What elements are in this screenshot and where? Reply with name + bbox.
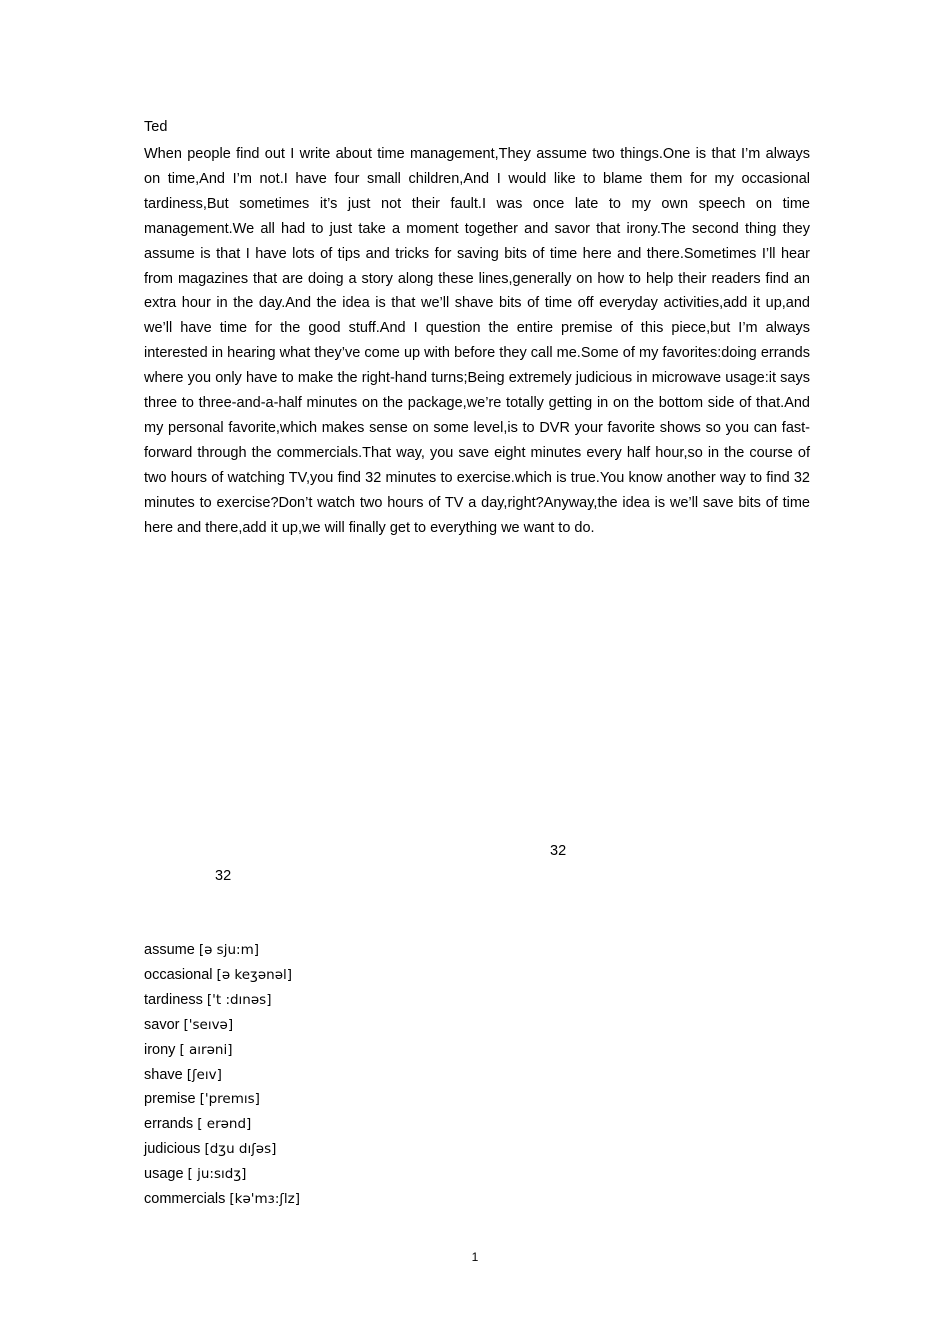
vocabulary-word: tardiness	[144, 991, 203, 1008]
vocabulary-item	[144, 1038, 300, 1063]
document-title: Ted	[144, 119, 168, 135]
vocabulary-word: savor	[144, 1016, 180, 1033]
vocabulary-item	[144, 1137, 300, 1162]
vocabulary-pronunciation: [ə keʒənəl]	[216, 966, 293, 983]
transcript-paragraph: When people find out I write about time management,They assume two things.One is that I’m always on time,And I’m not.I have four small children,And I would like to blame them for my occasional tardiness,But sometimes it’s just not their fault.I was once late to my own speech on time management.We all had to just take a moment together and savor that irony.The second thing they assume is that I have lots of tips and tricks for saving bits of time here and there.Sometimes I’ll hear from magazines that are doing a story along these lines,generally on how to help their readers find an extra hour in the day.And the idea is that we’ll shave bits of time off everyday activities,add it up,and we’ll have time for the good stuff.And I question the entire premise of this piece,but I’m always interested in hearing what they’ve come up with before they call me.Some of my favorites:doing errands where you only have to make the right-hand turns;Being extremely judicious in microwave usage:it says three to three-and-a-half minutes on the package,we’re totally getting in on the bottom side of that.And my personal favorite,which makes sense on some level,is to DVR your favorite shows so you can fast-forward through the commercials.That way, you save eight minutes every half hour,so in the course of two hours of watching TV,you find 32 minutes to exercise.which is true.You know another way to find 32 minutes to exercise?Don’t watch two hours of TV a day,right?Anyway,the idea is we’ll save bits of time here and there,add it up,we will finally get to everything we want to do.	[144, 146, 810, 536]
page-number: 1	[471, 1250, 479, 1264]
vocabulary-word: shave	[144, 1066, 183, 1083]
vocabulary-item	[144, 1187, 300, 1212]
vocabulary-item	[144, 963, 300, 988]
vocabulary-item	[144, 1162, 300, 1187]
vocabulary-word: assume	[144, 942, 195, 958]
stray-number: 32	[550, 843, 567, 859]
vocabulary-pronunciation: [ aırəni]	[179, 1041, 233, 1058]
vocabulary-item	[144, 988, 300, 1013]
vocabulary-word: judicious	[144, 1141, 201, 1158]
vocabulary-word: irony	[144, 1041, 176, 1058]
vocabulary-word: usage	[144, 1166, 184, 1183]
vocabulary-pronunciation: [dʒu dıʃəs]	[204, 1141, 277, 1158]
vocabulary-pronunciation: [kə'mɜ:ʃlz]	[229, 1191, 301, 1208]
vocabulary-item	[144, 938, 300, 963]
vocabulary-pronunciation: ['t :dınəs]	[206, 991, 272, 1008]
vocabulary-pronunciation: [ə sju:m]	[198, 942, 259, 958]
vocabulary-pronunciation: [ʃeıv]	[186, 1066, 222, 1083]
vocabulary-item	[144, 1087, 300, 1112]
vocabulary-item	[144, 1063, 300, 1088]
stray-number: 32	[215, 868, 232, 884]
vocabulary-pronunciation: [ erənd]	[197, 1116, 252, 1133]
vocabulary-pronunciation: [ ju:sıdʒ]	[187, 1166, 247, 1183]
vocabulary-item	[144, 1112, 300, 1137]
vocabulary-word: premise	[144, 1091, 196, 1108]
vocabulary-pronunciation: ['premıs]	[199, 1091, 260, 1108]
vocabulary-list	[144, 938, 300, 1212]
vocabulary-item	[144, 1013, 300, 1038]
vocabulary-word: occasional	[144, 966, 213, 983]
vocabulary-word: errands	[144, 1116, 194, 1133]
vocabulary-word: commercials	[144, 1191, 226, 1208]
vocabulary-pronunciation: ['seıvə]	[183, 1016, 234, 1033]
